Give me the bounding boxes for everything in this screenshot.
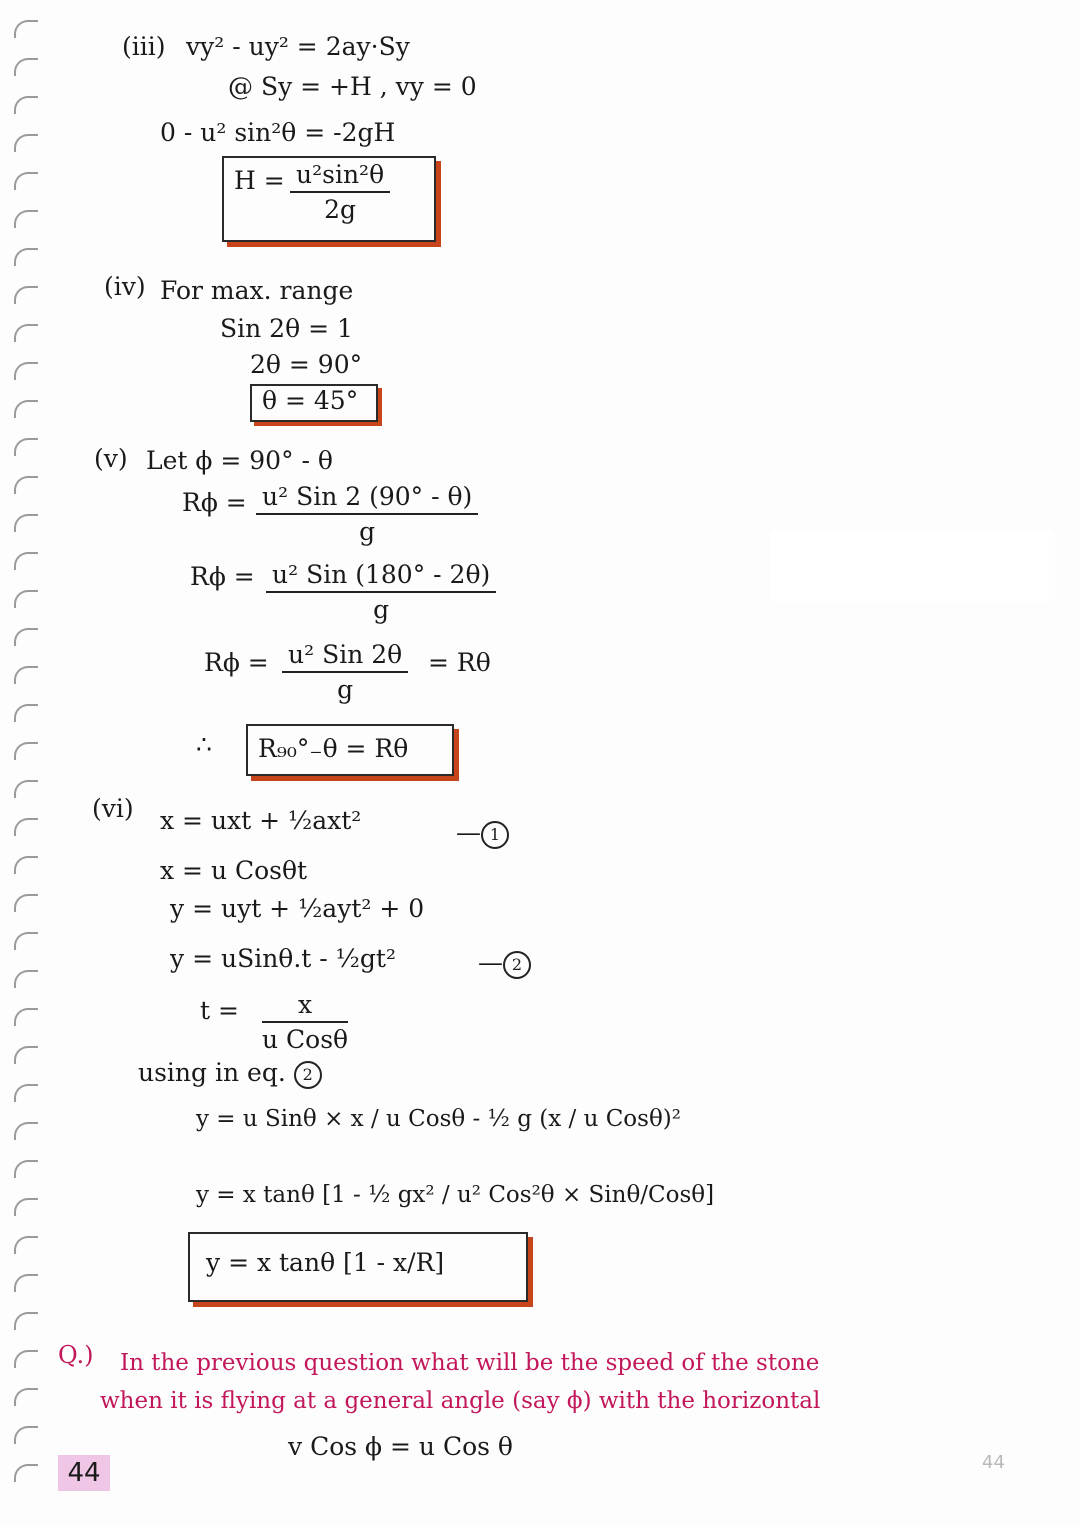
iv-boxed: θ = 45° [262, 386, 359, 415]
vi-using [138, 1058, 322, 1089]
v-r2-fraction [266, 560, 496, 624]
question-marker: Q.) [58, 1341, 94, 1369]
spiral-ring [14, 248, 38, 266]
v-eq1: Let ϕ = 90° - θ [146, 446, 333, 475]
vi-eq4-tag: — 2 [478, 948, 531, 979]
v-r1-num: u² Sin 2 (90° - θ) [256, 482, 478, 515]
spiral-ring [14, 742, 38, 760]
vi-t-num: x [262, 990, 348, 1023]
spiral-ring [14, 704, 38, 722]
v-r2-den: g [373, 595, 390, 624]
vi-eq1-tag: — 1 [456, 818, 509, 849]
iii-label: (iii) [122, 32, 166, 61]
iv-label: (iv) [104, 272, 146, 301]
spiral-ring [14, 58, 38, 76]
spiral-ring [14, 1350, 38, 1368]
spiral-ring [14, 1312, 38, 1330]
spiral-ring [14, 1198, 38, 1216]
question-line-1: In the previous question what will be the speed of the stone [120, 1350, 820, 1376]
spiral-ring [14, 210, 38, 228]
spiral-ring [14, 1122, 38, 1140]
spiral-ring [14, 476, 38, 494]
vi-sub1: y = u Sinθ × x / u Cosθ - ½ g (x / u Cosθ)² [196, 1106, 681, 1132]
iii-eq1: vy² - uy² = 2ay·Sy [186, 32, 410, 61]
spiral-ring [14, 818, 38, 836]
spiral-ring [14, 856, 38, 874]
spiral-ring [14, 552, 38, 570]
vi-eq3: y = uyt + ½ayt² + 0 [170, 894, 425, 923]
v-r1-den: g [359, 517, 376, 546]
vi-eq4: y = uSinθ.t - ½gt² [170, 944, 396, 973]
spiral-ring [14, 894, 38, 912]
iv-eq2: 2θ = 90° [250, 350, 363, 379]
spiral-ring [14, 20, 38, 38]
v-r1-fraction [256, 482, 478, 546]
vi-t-den: u Cosθ [262, 1025, 349, 1054]
v-r3-rhs: = Rθ [428, 648, 491, 677]
spiral-ring [14, 514, 38, 532]
spiral-ring [14, 362, 38, 380]
spiral-ring [14, 780, 38, 798]
spiral-ring [14, 590, 38, 608]
spiral-ring [14, 438, 38, 456]
spiral-ring [14, 1464, 38, 1482]
vi-using-text: using in eq. [138, 1058, 286, 1087]
v-r2-lhs: Rϕ = [190, 562, 255, 591]
spiral-ring [14, 1274, 38, 1292]
v-boxed: R₉₀°₋θ = Rθ [258, 734, 409, 763]
spiral-ring [14, 1426, 38, 1444]
therefore-symbol: ∴ [196, 730, 212, 759]
v-r3-fraction [282, 640, 408, 704]
spiral-ring [14, 1084, 38, 1102]
spiral-ring [14, 1046, 38, 1064]
iii-boxed-fraction [290, 160, 390, 224]
iv-eq1: Sin 2θ = 1 [220, 314, 353, 343]
vi-boxed: y = x tanθ [1 - x/R] [206, 1248, 445, 1277]
vi-eq1: x = uxt + ½axt² [160, 806, 362, 835]
spiral-binding [4, 10, 44, 1510]
eq-number-2: 2 [503, 951, 531, 979]
spiral-ring [14, 400, 38, 418]
vi-t-fraction [262, 990, 348, 1054]
iii-boxed-lhs: H = [234, 166, 285, 195]
iii-condition: @ Sy = +H , vy = 0 [228, 72, 477, 101]
v-r2-num: u² Sin (180° - 2θ) [266, 560, 496, 593]
spiral-ring [14, 666, 38, 684]
spiral-ring [14, 134, 38, 152]
spiral-ring [14, 1388, 38, 1406]
spiral-ring [14, 1008, 38, 1026]
spiral-ring [14, 1160, 38, 1178]
v-r3-lhs: Rϕ = [204, 648, 269, 677]
spiral-ring [14, 1236, 38, 1254]
v-r1-lhs: Rϕ = [182, 488, 247, 517]
iv-title: For max. range [160, 276, 354, 305]
spiral-ring [14, 172, 38, 190]
iii-eq2: 0 - u² sin²θ = -2gH [160, 118, 396, 147]
v-label: (v) [94, 444, 128, 473]
spiral-ring [14, 628, 38, 646]
spiral-ring [14, 96, 38, 114]
iii-boxed-num: u²sin²θ [290, 160, 390, 193]
spiral-ring [14, 932, 38, 950]
v-r3-num: u² Sin 2θ [282, 640, 408, 673]
vi-t-lhs: t = [200, 996, 239, 1025]
faint-page-mark: 44 [982, 1452, 1005, 1473]
erased-area [770, 530, 1055, 602]
spiral-ring [14, 286, 38, 304]
vi-eq2: x = u Cosθt [160, 856, 308, 885]
page-number: 44 [58, 1455, 110, 1491]
iii-boxed-den: 2g [324, 195, 357, 224]
spiral-ring [14, 970, 38, 988]
vi-sub2: y = x tanθ [1 - ½ gx² / u² Cos²θ × Sinθ/Cosθ] [196, 1182, 715, 1208]
question-answer: v Cos ϕ = u Cos θ [288, 1432, 513, 1461]
vi-label: (vi) [92, 794, 134, 823]
question-line-2: when it is flying at a general angle (say ϕ) with the horizontal [100, 1388, 821, 1414]
spiral-ring [14, 324, 38, 342]
v-r3-den: g [337, 675, 354, 704]
eq-number-1: 1 [481, 821, 509, 849]
eq-ref-2: 2 [294, 1061, 322, 1089]
